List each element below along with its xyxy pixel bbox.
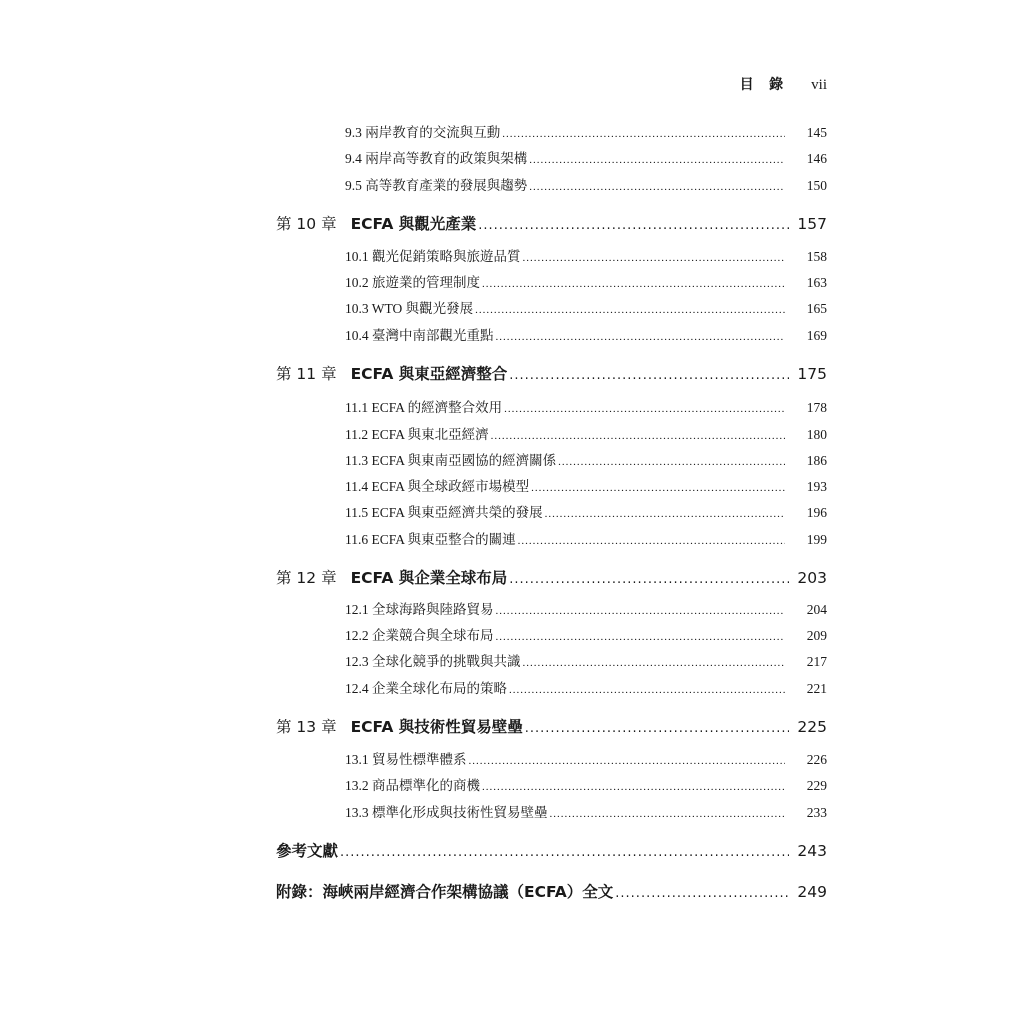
dot-leader <box>482 781 785 793</box>
section-title: 11.4 ECFA 與全球政經市場模型 <box>345 479 530 494</box>
page-number: 175 <box>797 365 827 383</box>
toc-chapter-row <box>276 212 827 236</box>
page-number: 146 <box>806 151 827 166</box>
dot-leader <box>340 845 789 860</box>
dot-leader <box>478 218 789 233</box>
section-title: 12.3 全球化競爭的挑戰與共識 <box>345 654 521 669</box>
dot-leader <box>529 181 785 193</box>
page-number: 221 <box>806 681 827 696</box>
toc-section-row <box>345 650 827 670</box>
toc-section-row <box>345 324 827 344</box>
section-title: 10.2 旅遊業的管理制度 <box>345 275 480 290</box>
page-number: 186 <box>806 453 827 468</box>
toc-section-row <box>345 475 827 495</box>
page-number: 249 <box>797 883 827 901</box>
dot-leader <box>525 721 790 736</box>
section-title: 9.4 兩岸高等教育的政策與架構 <box>345 151 528 166</box>
toc-section-row <box>345 147 827 167</box>
section-title: 13.1 貿易性標準體系 <box>345 752 467 767</box>
toc-section-row <box>345 774 827 794</box>
page-number: 150 <box>806 178 827 193</box>
page-number: 193 <box>806 479 827 494</box>
page-number: 204 <box>806 602 827 617</box>
section-title: 11.3 ECFA 與東南亞國協的經濟關係 <box>345 453 557 468</box>
section-title: 13.3 標準化形成與技術性貿易壁壘 <box>345 805 548 820</box>
page-number: 163 <box>806 275 827 290</box>
toc-section-row <box>345 396 827 416</box>
section-title: 11.2 ECFA 與東北亞經濟 <box>345 427 489 442</box>
dot-leader <box>509 684 785 696</box>
section-title: 9.3 兩岸教育的交流與互動 <box>345 125 501 140</box>
page-number: 217 <box>806 654 827 669</box>
toc-section-row <box>345 174 827 194</box>
page-number: 209 <box>806 628 827 643</box>
section-title: 12.1 全球海路與陸路貿易 <box>345 602 494 617</box>
toc-section-row <box>345 449 827 469</box>
page-number: 158 <box>806 249 827 264</box>
dot-leader <box>509 368 789 383</box>
dot-leader <box>475 304 785 316</box>
toc-chapter-row <box>276 839 827 863</box>
page-number: 243 <box>797 842 827 860</box>
section-title: 12.4 企業全球化布局的策略 <box>345 681 507 696</box>
dot-leader <box>545 508 785 520</box>
toc-chapter-row <box>276 362 827 386</box>
chapter-title: 附錄：海峽兩岸經濟合作架構協議（ECFA）全文 <box>276 883 614 901</box>
section-title: 11.5 ECFA 與東亞經濟共榮的發展 <box>345 505 543 520</box>
page-number: 199 <box>806 532 827 547</box>
toc-section-row <box>345 748 827 768</box>
section-title: 9.5 高等教育產業的發展與趨勢 <box>345 178 528 193</box>
chapter-title: ECFA 與觀光產業 <box>350 215 477 233</box>
dot-leader <box>491 430 785 442</box>
running-head <box>740 74 827 94</box>
dot-leader <box>504 403 785 415</box>
toc-chapter-row <box>276 566 827 590</box>
page-number: 180 <box>806 427 827 442</box>
dot-leader <box>615 886 789 901</box>
dot-leader <box>482 278 785 290</box>
dot-leader <box>531 482 785 494</box>
toc-section-row <box>345 677 827 697</box>
dot-leader <box>558 456 785 468</box>
dot-leader <box>529 154 785 166</box>
page-number: 196 <box>806 505 827 520</box>
page-number: 226 <box>806 752 827 767</box>
toc-chapter-row <box>276 880 827 904</box>
toc-section-row <box>345 528 827 548</box>
chapter-title: ECFA 與東亞經濟整合 <box>350 365 508 383</box>
toc-section-row <box>345 271 827 291</box>
page-number: 233 <box>806 805 827 820</box>
chapter-number: 第 13 章 <box>276 718 337 736</box>
chapter-number: 第 10 章 <box>276 215 337 233</box>
page-number: 178 <box>806 400 827 415</box>
section-title: 10.3 WTO 與觀光發展 <box>345 301 474 316</box>
page-number: 157 <box>797 215 827 233</box>
section-title: 13.2 商品標準化的商機 <box>345 778 480 793</box>
toc-section-row <box>345 624 827 644</box>
dot-leader <box>502 128 785 140</box>
toc-section-row <box>345 423 827 443</box>
dot-leader <box>496 631 786 643</box>
toc-section-row <box>345 598 827 618</box>
dot-leader <box>523 252 786 264</box>
dot-leader <box>469 755 786 767</box>
toc-chapter-row <box>276 715 827 739</box>
running-head-title: 目 錄 <box>739 78 790 93</box>
section-title: 11.6 ECFA 與東亞整合的關連 <box>345 532 516 547</box>
chapter-title: 參考文獻 <box>276 842 339 860</box>
toc-section-row <box>345 121 827 141</box>
toc-section-row <box>345 801 827 821</box>
section-title: 12.2 企業競合與全球布局 <box>345 628 494 643</box>
page-number: 145 <box>806 125 827 140</box>
dot-leader <box>509 572 789 587</box>
toc-section-row <box>345 501 827 521</box>
toc-section-row <box>345 245 827 265</box>
dot-leader <box>550 808 786 820</box>
page-number: 165 <box>806 301 827 316</box>
running-head-page-number: vii <box>811 77 827 93</box>
chapter-number: 第 12 章 <box>276 569 337 587</box>
page-number: 203 <box>797 569 827 587</box>
chapter-title: ECFA 與企業全球布局 <box>350 569 508 587</box>
section-title: 11.1 ECFA 的經濟整合效用 <box>345 400 503 415</box>
chapter-title: ECFA 與技術性貿易壁壘 <box>350 718 523 736</box>
page-number: 225 <box>797 718 827 736</box>
section-title: 10.1 觀光促銷策略與旅遊品質 <box>345 249 521 264</box>
dot-leader <box>496 605 786 617</box>
dot-leader <box>523 657 786 669</box>
chapter-number: 第 11 章 <box>276 365 337 383</box>
page-number: 169 <box>806 328 827 343</box>
toc-section-row <box>345 297 827 317</box>
section-title: 10.4 臺灣中南部觀光重點 <box>345 328 494 343</box>
page-number: 229 <box>806 778 827 793</box>
dot-leader <box>518 535 785 547</box>
dot-leader <box>496 331 786 343</box>
